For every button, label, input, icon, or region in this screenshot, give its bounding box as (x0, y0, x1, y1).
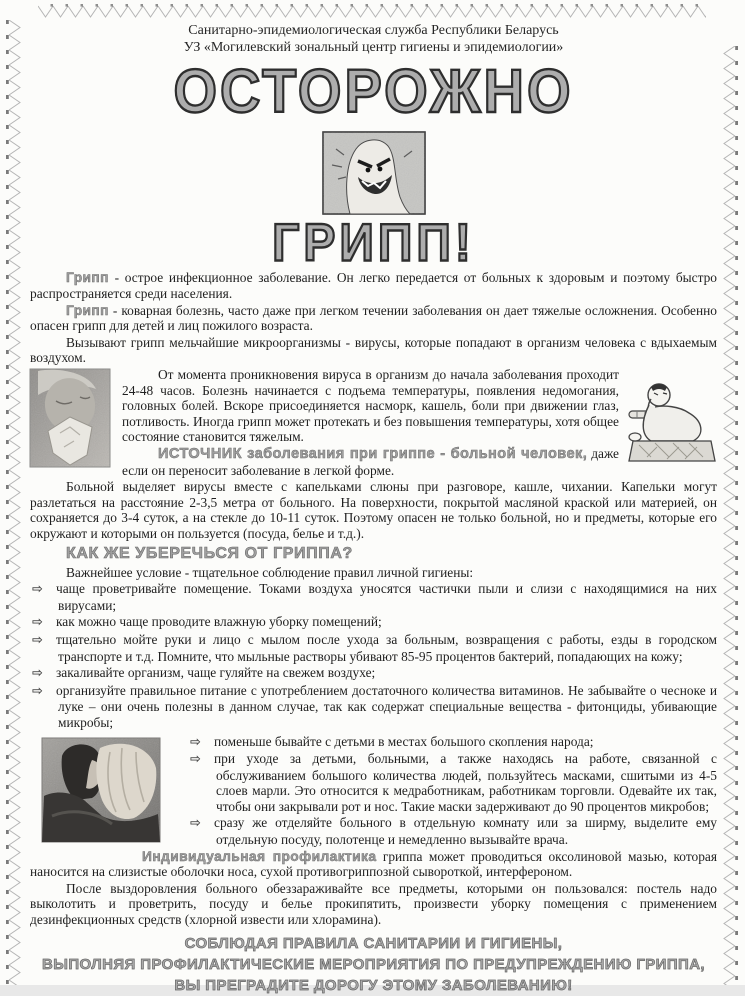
source-lead-heading: ИСТОЧНИК заболевания при гриппе - больной человек, (158, 446, 588, 462)
intro-paragraph-3: Вызывают грипп мельчайшие микроорганизмы - вирусы, которые попадают в организм человека с вдыхаемым воздухом. (30, 334, 717, 366)
list-item: ⇨ закаливайте организм, чаще гуляйте на свежем воздухе; (32, 665, 376, 682)
footer-line-1: СОБЛЮДАЯ ПРАВИЛА САНИТАРИИ И ГИГИЕНЫ, (184, 934, 563, 952)
list-item: ⇨ как можно чаще проводите влажную уборку помещений; (32, 614, 382, 631)
hygiene-intro: Важнейшее условие - тщательное соблюдение правил личной гигиены: (66, 564, 474, 580)
org-line-1: Санитарно-эпидемиологическая служба Республики Беларусь (188, 23, 559, 38)
disinfection-paragraph: После выздоровления больного обеззараживайте все предметы, которыми он пользовался: постель надо выколотить и проветрить, посуду и белье прокипятить, произвести уборку помещения с применением дезинфекционных средств (хлорной извести или хлорамина). (30, 880, 717, 928)
list-item: ⇨ сразу же отделяйте больного в отдельную комнату или за ширму, выделите ему отдельную посуду, полотенце и немедленно вызывайте врача. (190, 815, 717, 848)
source-paragraph: ИСТОЧНИК заболевания при гриппе - больной человек, даже если он переносит заболевание в легкой форме. (122, 446, 619, 478)
prophylaxis-paragraph: Индивидуальная профилактика гриппа может проводиться оксолиновой мазью, которая наносится на слизистые оболочки носа, сухой противогриппозной сывороткой, интерфероном. (30, 848, 717, 880)
arrow-bullet-icon: ⇨ (32, 632, 43, 648)
zigzag-border-left (6, 20, 22, 985)
org-line-2: УЗ «Могилевский зональный центр гигиены и эпидемиологии» (183, 40, 564, 55)
spread-paragraph: Больной выделяет вирусы вместе с капельками слюны при разговоре, кашле, чихании. Капельки могут разлетаться на расстояние 2-3,5 метра от больного. На поверхности, покрытой масляной краской или материей, он сохраняется до 3-4 суток, а на стекле до 10-11 суток. Поэтому опасен не только больной, но и предметы, которые его окружают и которыми он пользуется (посуда, белье и т.д.). (30, 479, 717, 541)
intro-paragraph-1: Грипп - острое инфекционное заболевание. Он легко передается от больных к здоровым и поэтому быстро распространяется среди населения. (30, 270, 717, 302)
arrow-bullet-icon: ⇨ (190, 816, 201, 832)
disease-course-section (30, 367, 717, 478)
list-item: ⇨ поменьше бывайте с детьми в местах большого скопления народа; (190, 733, 594, 750)
care-tips-list (188, 734, 717, 848)
angry-virus-face-illustration (322, 131, 426, 215)
flu-lead-word: Грипп (66, 270, 109, 286)
sick-person-in-bed-illustration (627, 379, 717, 467)
list-item: ⇨ при уходе за детьми, больными, а также находясь на работе, связанной с обслуживанием большого количества людей, пользуйтесь масками, сшитыми из 4-5 слоев марли. Это относится к медработникам, работникам торговли. Одевайте их так, чтобы они закрывали рот и нос. Такие маски задерживают до 90 процентов микробов; (190, 751, 717, 814)
intro-paragraph-2: Грипп - коварная болезнь, часто даже при легком течении заболевания он дает тяжелые осложнения. Особенно опасен грипп для детей и лиц пожилого возраста. (30, 302, 717, 334)
footer-line-2: ВЫПОЛНЯЯ ПРОФИЛАКТИЧЕСКИЕ МЕРОПРИЯТИЯ ПО ПРЕДУПРЕЖДЕНИЮ ГРИППА, (42, 955, 705, 973)
prophylaxis-lead-heading: Индивидуальная профилактика (142, 848, 377, 864)
org-header (30, 22, 717, 56)
title-caution: ОСТОРОЖНО (173, 55, 574, 126)
list-item: ⇨ чаще проветривайте помещение. Токами воздуха уносятся частички пыли и слизи с находящимися на них вирусами; (32, 581, 717, 613)
list-item: ⇨ тщательно мойте руки и лицо с мылом после ухода за больным, возвращения с работы, езды в городском транспорте и т.д. Помните, что мыльные растворы убивают 85-95 процентов бактерий, попадающих на кожу; (32, 631, 717, 664)
title-flu: ГРИПП! (272, 214, 475, 273)
flu-lead-word: Грипп (66, 302, 109, 318)
footer-line-3: ВЫ ПРЕГРАДИТЕ ДОРОГУ ЭТОМУ ЗАБОЛЕВАНИЮ! (174, 976, 573, 994)
arrow-bullet-icon: ⇨ (32, 683, 43, 699)
arrow-bullet-icon: ⇨ (32, 666, 43, 682)
couple-photo (42, 738, 160, 842)
list-item: ⇨ организуйте правильное питание с употреблением достаточного количества витаминов. Не забывайте о чесноке и луке – они очень полезны в данном случае, так как содержат специальные вещества - фитонциды, убивающие микробы; (32, 682, 717, 730)
hygiene-tips-list (30, 581, 717, 730)
incubation-paragraph: От момента проникновения вируса в организм до начала заболевания проходит 24-48 часов. Болезнь начинается с подъема температуры, появления недомогания, головных болей. Вскоре присоединяется насморк, кашель, боли при движении глаз, потливость. Иногда грипп может протекать и без повышения температуры, хотя общее состояние становится тяжелым. (122, 367, 619, 445)
arrow-bullet-icon: ⇨ (190, 734, 201, 750)
arrow-bullet-icon: ⇨ (32, 582, 43, 598)
protection-heading: КАК ЖЕ УБЕРЕЧЬСЯ ОТ ГРИППА? (66, 544, 353, 562)
footer-slogan (30, 933, 717, 996)
zigzag-border-right (722, 46, 738, 985)
zigzag-border-top (38, 4, 706, 20)
care-section (30, 734, 717, 928)
arrow-bullet-icon: ⇨ (190, 752, 201, 768)
sneezing-person-photo (30, 369, 110, 467)
arrow-bullet-icon: ⇨ (32, 615, 43, 631)
